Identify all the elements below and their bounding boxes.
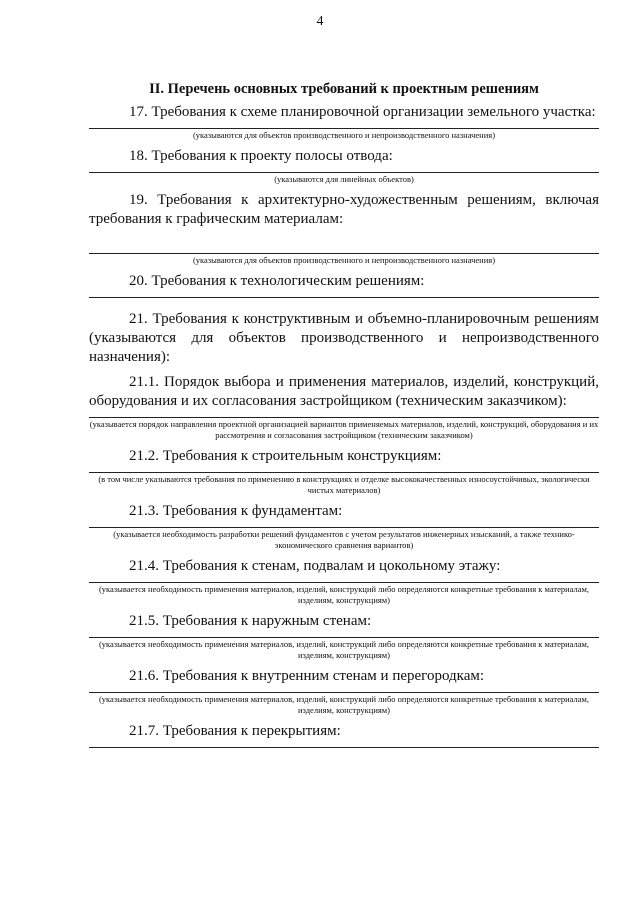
item-21-5-line <box>89 637 599 638</box>
item-21-7-text: 21.7. Требования к перекрытиям: <box>129 723 341 739</box>
item-21-1-line <box>89 417 599 418</box>
item-18-line <box>89 172 599 173</box>
item-21-3-note: (указывается необходимость разработки решений фундаментов с учетом результатов инженерных изысканий, а также технико-экономического сравнения вариантов) <box>113 529 575 550</box>
item-17-text: 17. Требования к схеме планировочной организации земельного участка: <box>129 104 596 120</box>
item-21-6-note: (указывается необходимость применения материалов, изделий, конструкций либо определяются конкретные требования к материалам, изделиям, конструкциям) <box>98 694 590 715</box>
item-17-note: (указываются для объектов производственного и непроизводственного назначения) <box>192 130 496 140</box>
item-21-text: 21. Требования к конструктивным и объемно-планировочным решениям (указываются для объектов производственного и непроизводственного назначения): <box>89 311 599 365</box>
section-title: II. Перечень основных требований к проектным решениям <box>149 81 539 97</box>
item-21-4-text: 21.4. Требования к стенам, подвалам и цокольному этажу: <box>129 558 501 574</box>
item-19-line <box>89 253 599 254</box>
item-21-7-line <box>89 747 599 748</box>
document-body <box>89 80 599 748</box>
item-21-2-note: (в том числе указываются требования по применению в конструкциях и отделке высококачественных износоустойчивых, экологически чистых материалов) <box>98 474 590 495</box>
item-19-text: 19. Требования к архитектурно-художественным решениям, включая требования к графическим материалам: <box>89 192 599 227</box>
item-21-5-text: 21.5. Требования к наружным стенам: <box>129 613 372 629</box>
item-21-4-note: (указывается необходимость применения материалов, изделий, конструкций либо определяются конкретные требования к материалам, изделиям, конструкциям) <box>98 584 590 605</box>
item-21-6-text: 21.6. Требования к внутренним стенам и перегородкам: <box>129 668 485 684</box>
item-19-note: (указываются для объектов производственного и непроизводственного назначения) <box>192 255 496 265</box>
item-17-line <box>89 128 599 129</box>
item-18-note: (указываются для линейных объектов) <box>274 174 414 184</box>
item-21-3-text: 21.3. Требования к фундаментам: <box>129 503 343 519</box>
item-18-text: 18. Требования к проекту полосы отвода: <box>129 148 393 164</box>
item-21-1-text: 21.1. Порядок выбора и применения материалов, изделий, конструкций, оборудования и их согласования застройщиком (техническим заказчиком): <box>89 374 599 409</box>
item-21-1-note: (указывается порядок направления проектной организацией вариантов применяемых материалов, изделий, конструкций, оборудования и их рассмотрения и согласования застройщиком (техническим заказчиком) <box>89 419 599 440</box>
item-21-2-text: 21.2. Требования к строительным конструкциям: <box>129 448 442 464</box>
item-21-5-note: (указывается необходимость применения материалов, изделий, конструкций либо определяются конкретные требования к материалам, изделиям, конструкциям) <box>98 639 590 660</box>
item-21-2-line <box>89 472 599 473</box>
item-20-text: 20. Требования к технологическим решениям: <box>129 273 425 289</box>
item-21-3-line <box>89 527 599 528</box>
item-21-4-line <box>89 582 599 583</box>
page-number: 4 <box>316 14 324 29</box>
item-21-6-line <box>89 692 599 693</box>
